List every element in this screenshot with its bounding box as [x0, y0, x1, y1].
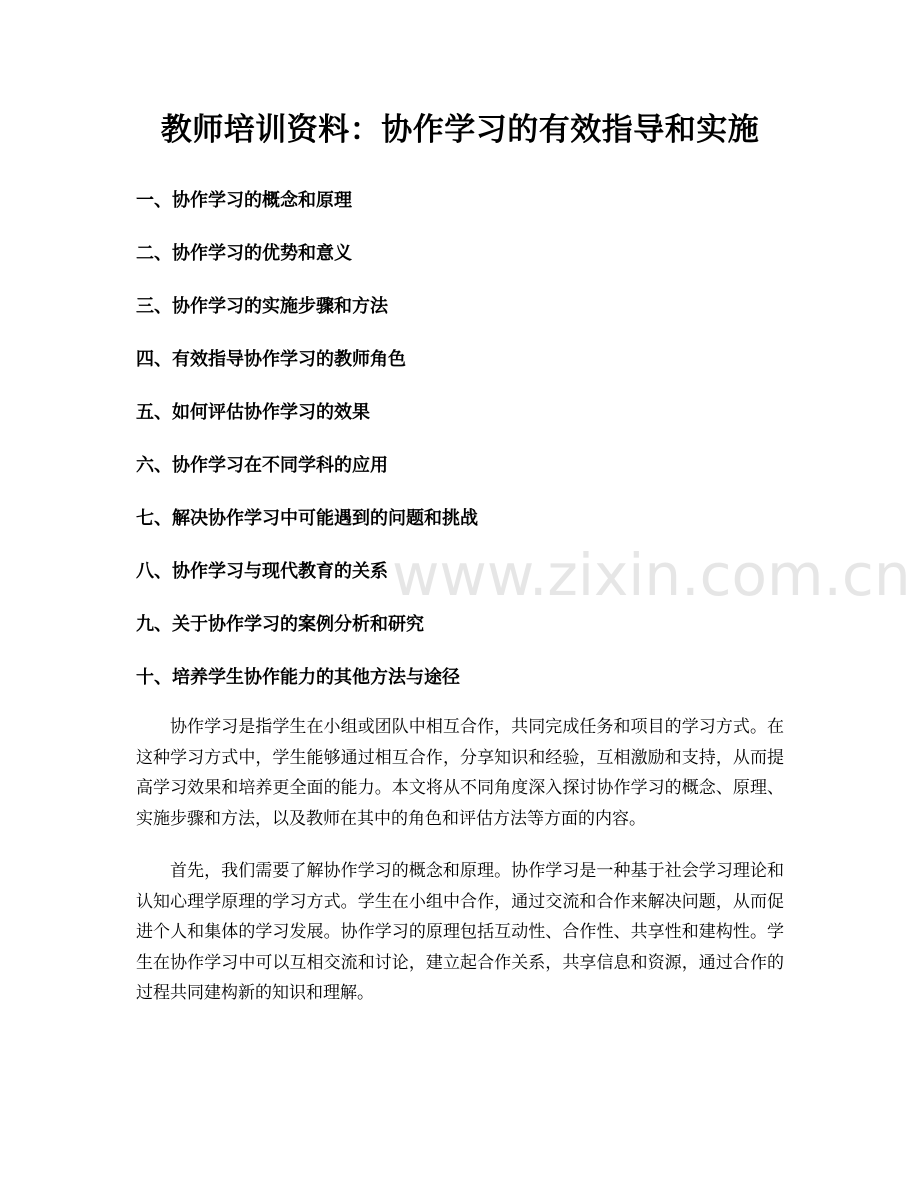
document-title: 教师培训资料：协作学习的有效指导和实施	[160, 112, 760, 148]
toc-item: 十、培养学生协作能力的其他方法与途径	[136, 667, 460, 688]
toc-item: 五、如何评估协作学习的效果	[136, 402, 370, 423]
watermark-text: www.zixin.com.cn	[392, 541, 911, 609]
toc-item: 一、协作学习的概念和原理	[136, 190, 352, 211]
toc-item: 七、解决协作学习中可能遇到的问题和挑战	[136, 508, 478, 529]
toc-item: 九、关于协作学习的案例分析和研究	[136, 614, 424, 635]
paragraph: 首先，我们需要了解协作学习的概念和原理。协作学习是一种基于社会学习理论和认知心理学原理的学习方式。学生在小组中合作，通过交流和合作来解决问题，从而促进个人和集体的学习发展。协作学习的原理包括互动性、合作性、共享性和建构性。学生在协作学习中可以互相交流和讨论，建立起合作关系，共享信息和资源，通过合作的过程共同建构新的知识和理解。	[136, 861, 784, 1003]
toc-item: 六、协作学习在不同学科的应用	[136, 455, 388, 476]
table-of-contents	[136, 186, 796, 716]
body-text	[136, 712, 784, 1031]
toc-item: 三、协作学习的实施步骤和方法	[136, 296, 388, 317]
paragraph: 协作学习是指学生在小组或团队中相互合作，共同完成任务和项目的学习方式。在这种学习方式中，学生能够通过相互合作，分享知识和经验，互相激励和支持，从而提高学习效果和培养更全面的能力。本文将从不同角度深入探讨协作学习的概念、原理、实施步骤和方法，以及教师在其中的角色和评估方法等方面的内容。	[136, 717, 784, 829]
toc-item: 二、协作学习的优势和意义	[136, 243, 352, 264]
toc-item: 八、协作学习与现代教育的关系	[136, 561, 388, 582]
toc-item: 四、有效指导协作学习的教师角色	[136, 349, 406, 370]
